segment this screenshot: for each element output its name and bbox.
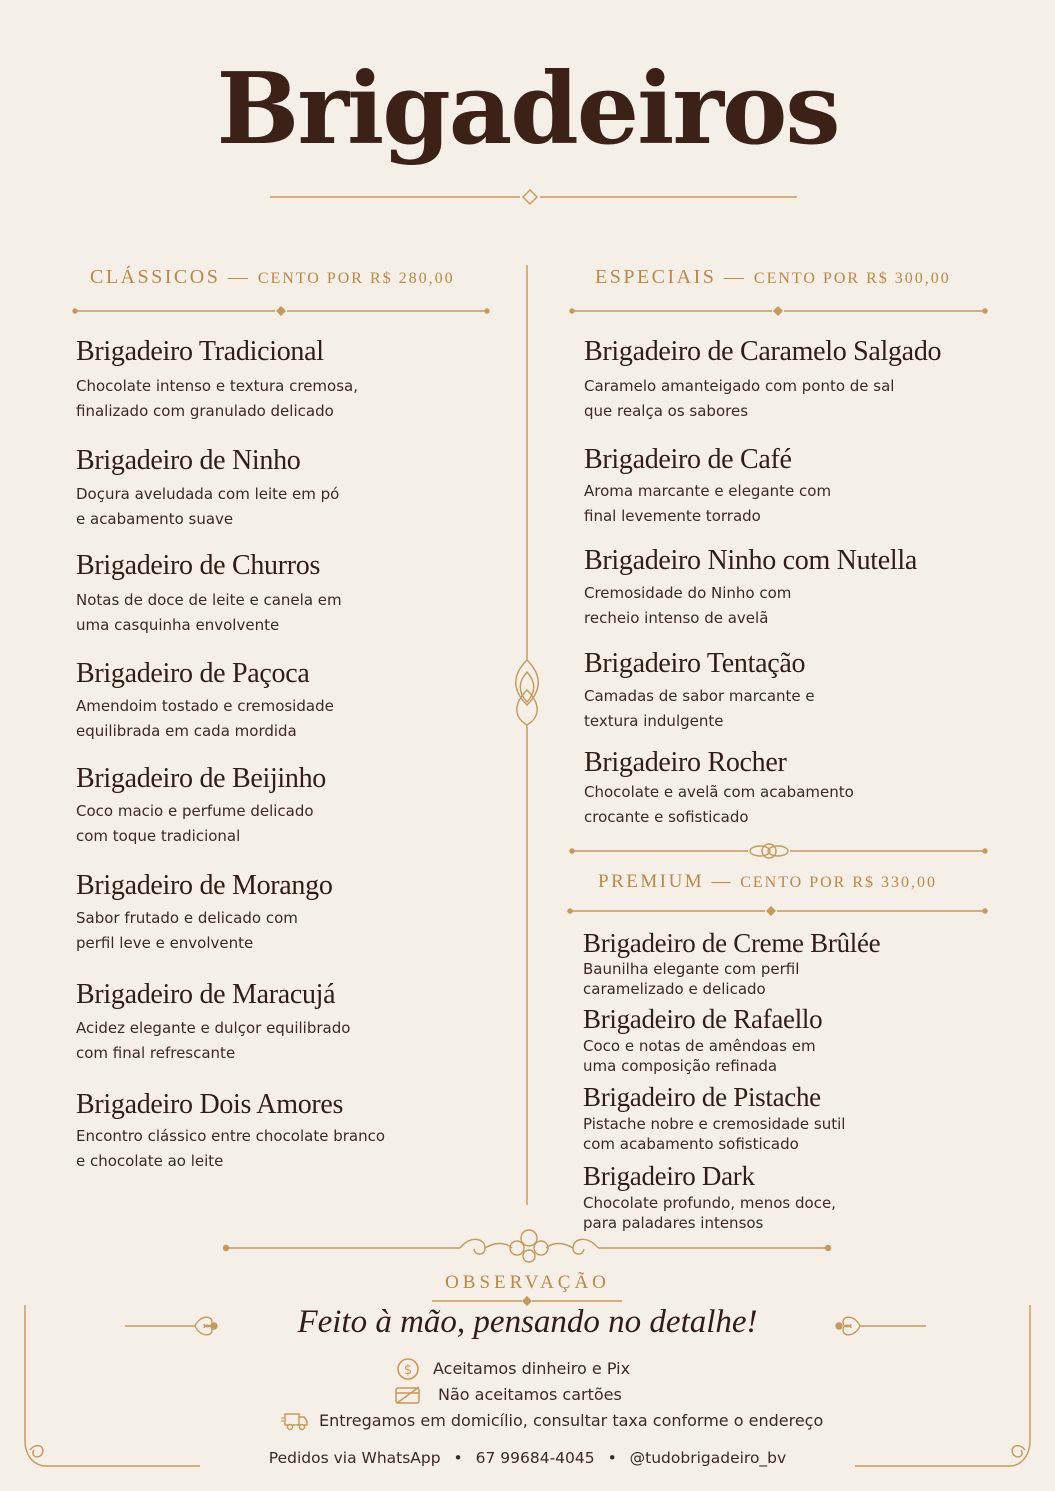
menu-item-name: Brigadeiro Rocher [584, 747, 787, 778]
menu-item-desc: Pistache nobre e cremosidade sutil com acabamento sofisticado [583, 1115, 846, 1153]
menu-item-desc: Aroma marcante e elegante com final levemente torrado [584, 482, 832, 525]
payment-info: Aceitamos dinheiro e Pix [433, 1359, 631, 1378]
menu-item-desc: Chocolate profundo, menos doce, para paladares intensos [583, 1194, 836, 1232]
premium-heading: PREMIUM — CENTO POR R$ 330,00 [598, 871, 938, 892]
menu-item-name: Brigadeiro de Churros [76, 550, 321, 581]
cards-info: Não aceitamos cartões [438, 1385, 622, 1404]
menu-item-name: Brigadeiro de Pistache [583, 1082, 821, 1112]
menu-item-name: Brigadeiro de Beijinho [76, 763, 327, 794]
menu-item-desc: Coco e notas de amêndoas em uma composição refinada [583, 1037, 816, 1075]
menu-item-desc: Chocolate intenso e textura cremosa, finalizado com granulado delicado [76, 377, 358, 420]
menu-item-desc: Sabor frutado e delicado com perfil leve e envolvente [76, 909, 298, 952]
menu-item-name: Brigadeiro Ninho com Nutella [584, 545, 917, 576]
menu-item-name: Brigadeiro de Maracujá [76, 979, 336, 1010]
menu-item-name: Brigadeiro Dois Amores [76, 1089, 344, 1120]
especiais-title: ESPECIAIS [595, 266, 717, 288]
footer-phone[interactable]: 67 99684-4045 [475, 1449, 595, 1467]
page-title: Brigadeiros [216, 52, 839, 167]
svg-text:$: $ [403, 1363, 413, 1378]
menu-item-name: Brigadeiro de Caramelo Salgado [584, 336, 942, 367]
menu-item-desc: Encontro clássico entre chocolate branco e chocolate ao leite [76, 1127, 386, 1170]
footer-contact [0, 1449, 1055, 1467]
menu-item-desc: Acidez elegante e dulçor equilibrado com final refrescante [76, 1019, 351, 1062]
menu-item-desc: Amendoim tostado e cremosidade equilibrada em cada mordida [76, 697, 334, 740]
menu-item-desc: Caramelo amanteigado com ponto de sal que realça os sabores [584, 377, 895, 420]
observacao-heading: OBSERVAÇÃO [445, 1272, 610, 1293]
especiais-price: CENTO POR R$ 300,00 [753, 270, 951, 287]
menu-item-desc: Coco macio e perfume delicado com toque tradicional [76, 802, 314, 845]
menu-item-desc: Chocolate e avelã com acabamento crocante e sofisticado [584, 783, 854, 826]
footer-separator: • [453, 1449, 463, 1467]
premium-title: PREMIUM [598, 871, 705, 892]
menu-item-name: Brigadeiro de Café [584, 444, 792, 475]
delivery-truck-icon [281, 1410, 309, 1432]
menu-item-name: Brigadeiro de Rafaello [583, 1004, 823, 1034]
menu-item-name: Brigadeiro de Creme Brûlée [583, 928, 881, 958]
credit-card-crossed-icon [395, 1385, 421, 1405]
menu-item-desc: Camadas de sabor marcante e textura indulgente [584, 687, 815, 730]
footer-orders: Pedidos via WhatsApp [268, 1449, 441, 1467]
footer-separator: • [607, 1449, 617, 1467]
dollar-coin-icon [396, 1357, 420, 1381]
delivery-info: Entregamos em domicílio, consultar taxa conforme o endereço [319, 1411, 824, 1430]
menu-item-name: Brigadeiro de Ninho [76, 445, 301, 476]
menu-item-name: Brigadeiro Dark [583, 1161, 755, 1191]
menu-item-desc: Notas de doce de leite e canela em uma casquinha envolvente [76, 591, 342, 634]
menu-item-name: Brigadeiro Tradicional [76, 336, 324, 367]
menu-item-name: Brigadeiro de Paçoca [76, 658, 310, 689]
menu-item-desc: Cremosidade do Ninho com recheio intenso de avelã [584, 584, 792, 627]
menu-item-name: Brigadeiro de Morango [76, 870, 333, 901]
classicos-heading: CLÁSSICOS — CENTO POR R$ 280,00 [90, 266, 455, 288]
classicos-title: CLÁSSICOS [90, 266, 221, 288]
footer-instagram[interactable]: @tudobrigadeiro_bv [629, 1449, 787, 1467]
menu-item-desc: Doçura aveludada com leite em pó e acabamento suave [76, 485, 340, 528]
classicos-price: CENTO POR R$ 280,00 [257, 270, 455, 287]
menu-item-desc: Baunilha elegante com perfil caramelizado e delicado [583, 960, 800, 998]
menu-item-name: Brigadeiro Tentação [584, 648, 806, 679]
premium-price: CENTO POR R$ 330,00 [740, 874, 938, 891]
slogan: Feito à mão, pensando no detalhe! [297, 1304, 758, 1340]
especiais-heading: ESPECIAIS — CENTO POR R$ 300,00 [595, 266, 951, 288]
